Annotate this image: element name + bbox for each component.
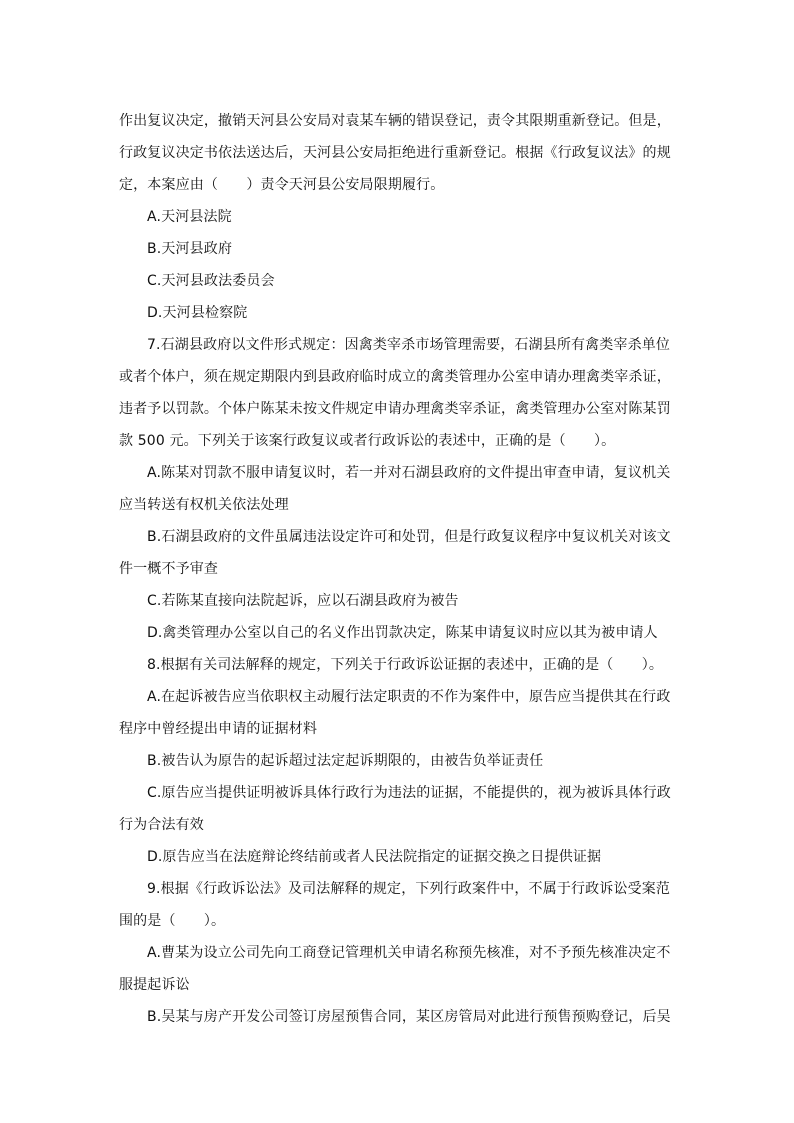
option-a: A.陈某对罚款不服申请复议时，若一并对石湖县政府的文件提出审查申请，复议机关: [147, 465, 671, 481]
option-a: A.天河县法院: [147, 209, 232, 225]
option-d: D.天河县检察院: [147, 305, 248, 321]
option-a: A.在起诉被告应当依职权主动履行法定职责的不作为案件中，原告应当提供其在行政: [147, 689, 671, 705]
question-8: 8.根据有关司法解释的规定，下列关于行政诉讼证据的表述中，正确的是（ ）。: [147, 657, 664, 673]
question-9: 9.根据《行政诉讼法》及司法解释的规定，下列行政案件中，不属于行政诉讼受案范: [147, 881, 671, 897]
text-line: 作出复议决定，撤销天河县公安局对袁某车辆的错误登记，责令其限期重新登记。但是，: [119, 113, 671, 129]
option-c: C.若陈某直接向法院起诉，应以石湖县政府为被告: [147, 593, 459, 609]
text-line: 款 500 元。下列关于该案行政复议或者行政诉讼的表述中，正确的是（ ）。: [119, 433, 616, 449]
text-line: 行政复议决定书依法送达后，天河县公安局拒绝进行重新登记。根据《行政复议法》的规: [119, 145, 671, 161]
text-line: 或者个体户，须在规定期限内到县政府临时成立的禽类管理办公室申请办理禽类宰杀证，: [119, 369, 671, 385]
text-line: 违者予以罚款。个体户陈某未按文件规定申请办理禽类宰杀证，禽类管理办公室对陈某罚: [119, 401, 671, 417]
option-b: B.被告认为原告的起诉超过法定起诉期限的，由被告负举证责任: [147, 753, 544, 769]
text-line: 服提起诉讼: [119, 977, 190, 993]
text-line: 程序中曾经提出申请的证据材料: [119, 721, 318, 737]
option-c: C.天河县政法委员会: [147, 273, 275, 289]
text-line: 件一概不予审查: [119, 561, 219, 577]
option-c: C.原告应当提供证明被诉具体行政行为违法的证据，不能提供的，视为被诉具体行政: [147, 785, 671, 801]
text-line: 应当转送有权机关依法处理: [119, 497, 289, 513]
text-line: 行为合法有效: [119, 817, 204, 833]
text-line: 围的是（ ）。: [119, 913, 226, 929]
option-b: B.石湖县政府的文件虽属违法设定许可和处罚，但是行政复议程序中复议机关对该文: [147, 529, 671, 545]
option-b: B.吴某与房产开发公司签订房屋预售合同，某区房管局对此进行预售预购登记，后吴: [147, 1009, 671, 1025]
option-a: A.曹某为设立公司先向工商登记管理机关申请名称预先核准，对不予预先核准决定不: [147, 945, 671, 961]
question-7: 7.石湖县政府以文件形式规定：因禽类宰杀市场管理需要，石湖县所有禽类宰杀单位: [147, 337, 671, 353]
text-line: 定，本案应由（ ）责令天河县公安局限期履行。: [119, 177, 445, 193]
option-b: B.天河县政府: [147, 241, 233, 257]
option-d: D.禽类管理办公室以自己的名义作出罚款决定，陈某申请复议时应以其为被申请人: [147, 625, 658, 641]
option-d: D.原告应当在法庭辩论终结前或者人民法院指定的证据交换之日提供证据: [147, 849, 602, 865]
